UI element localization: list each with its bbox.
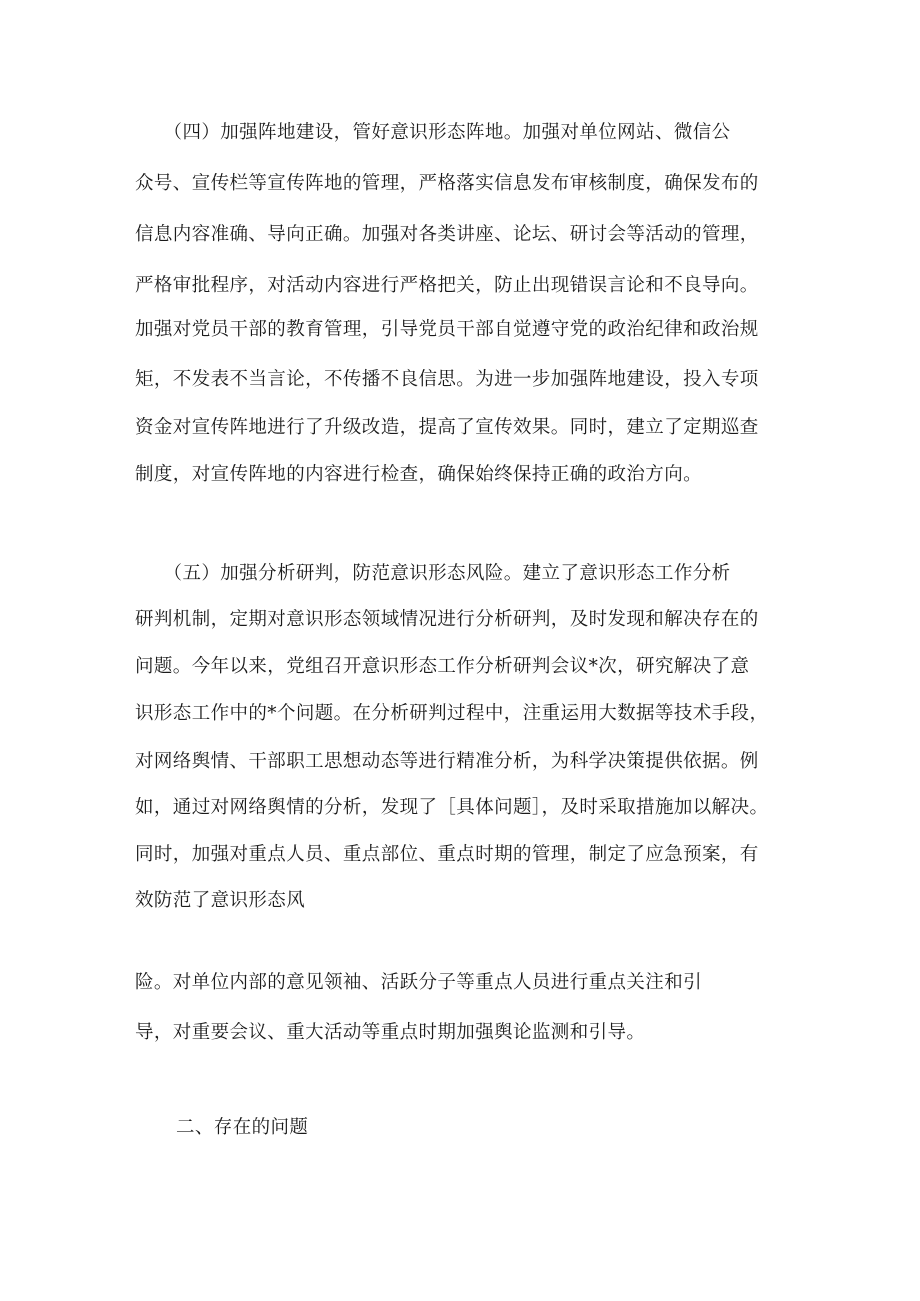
paragraph-line: 众号、宣传栏等宣传阵地的管理，严格落实信息发布审核制度，确保发布的 <box>135 173 759 194</box>
paragraph-line: 加强对党员干部的教育管理，引导党员干部自觉遵守党的政治纪律和政治规 <box>135 319 759 340</box>
paragraph-line: 研判机制，定期对意识形态领域情况进行分析研判，及时发现和解决存在的 <box>135 609 759 630</box>
paragraph-line: 严格审批程序，对活动内容进行严格把关，防止出现错误言论和不良导向。 <box>135 275 759 296</box>
section-heading: 二、存在的问题 <box>176 1117 309 1138</box>
paragraph-line: 资金对宣传阵地进行了升级改造，提高了宣传效果。同时，建立了定期巡查 <box>135 417 759 438</box>
paragraph-line: 同时，加强对重点人员、重点部位、重点时期的管理，制定了应急预案，有 <box>135 844 759 865</box>
paragraph-line: 如，通过对网络舆情的分析，发现了［具体问题］，及时采取措施加以解决。 <box>135 797 769 818</box>
paragraph-line: 导，对重要会议、重大活动等重点时期加强舆论监测和引导。 <box>135 1022 646 1043</box>
paragraph-line: 矩，不发表不当言论，不传播不良信思。为进一步加强阵地建设，投入专项 <box>135 369 759 390</box>
paragraph-line: 识形态工作中的*个问题。在分析研判过程中，注重运用大数据等技术手段， <box>135 703 769 724</box>
paragraph-line: （五）加强分析研判，防范意识形态风险。建立了意识形态工作分析 <box>135 563 731 584</box>
paragraph-line: 问题。今年以来，党组召开意识形态工作分析研判会议*次，研究解决了意 <box>135 656 750 677</box>
paragraph-line: 险。对单位内部的意见领袖、活跃分子等重点人员进行重点关注和引 <box>135 972 703 993</box>
paragraph-line: 对网络舆情、干部职工思想动态等进行精准分析，为科学决策提供依据。例 <box>135 751 759 772</box>
paragraph-line: 制度，对宣传阵地的内容进行检查，确保始终保持正确的政治方向。 <box>135 464 703 485</box>
paragraph-line: 效防范了意识形态风 <box>135 890 306 911</box>
paragraph-line: 信息内容准确、导向正确。加强对各类讲座、论坛、研讨会等活动的管理， <box>135 224 759 245</box>
paragraph-line: （四）加强阵地建设，管好意识形态阵地。加强对单位网站、微信公 <box>135 122 731 143</box>
